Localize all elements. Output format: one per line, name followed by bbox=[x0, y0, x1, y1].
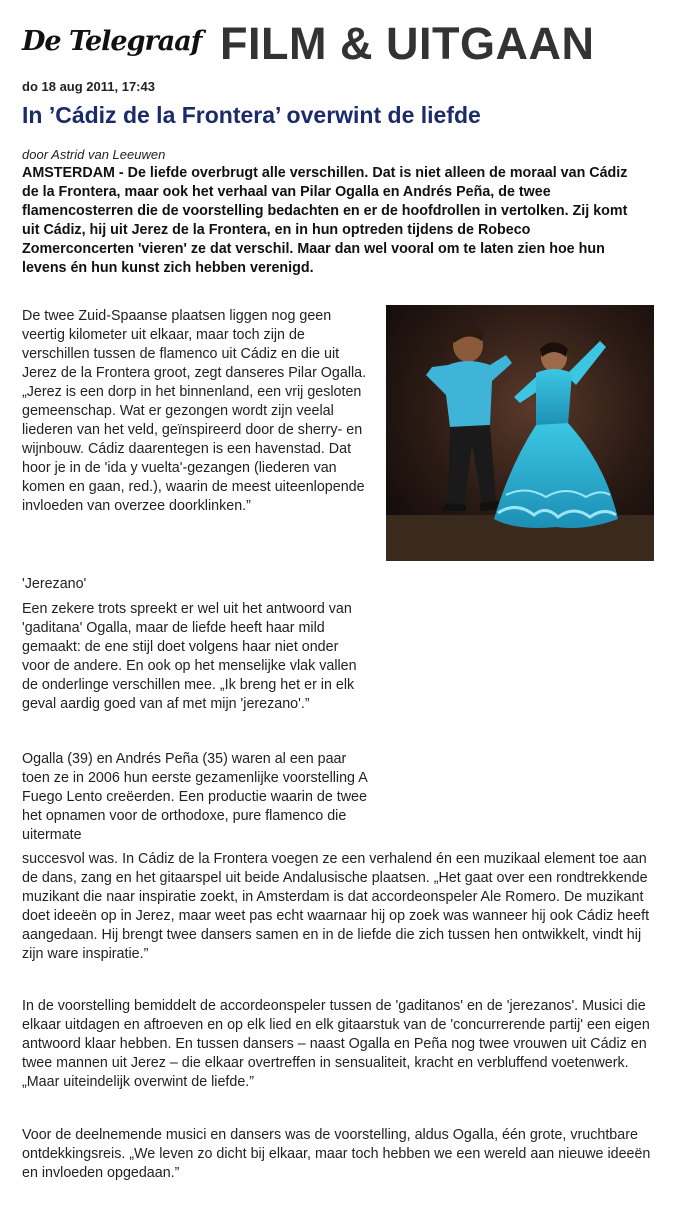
article-byline: door Astrid van Leeuwen bbox=[22, 147, 166, 162]
paragraph-3a-text: Ogalla (39) en Andrés Peña (35) waren al een paar toen ze in 2006 hun eerste gezamenlijke voorstelling A Fuego Lento creëerden. Een productie waarin de twee het opnamen voor de orthodoxe, pure flamenco die uitermate bbox=[22, 751, 367, 843]
article-photo bbox=[386, 305, 654, 561]
subheading-text: 'Jerezano' bbox=[22, 576, 87, 592]
article-headline: In ’Cádiz de la Frontera’ overwint de liefde bbox=[22, 102, 481, 128]
dateline-location: AMSTERDAM - bbox=[22, 165, 128, 181]
paragraph-3-part-1 bbox=[22, 750, 367, 845]
flamenco-dancers-image bbox=[386, 305, 654, 561]
paragraph-5 bbox=[22, 1126, 652, 1183]
telegraaf-logo[interactable]: De Telegraaf bbox=[22, 26, 202, 57]
paragraph-5-text: Voor de deelnemende musici en dansers was de voorstelling, aldus Ogalla, één grote, vruchtbare ontdekkingsreis. „We leven zo dicht bij elkaar, maar toch hebben we een wereld aan nieuwe ideeën en invloeden opgedaan.” bbox=[22, 1127, 651, 1181]
paragraph-4 bbox=[22, 997, 652, 1092]
subheading bbox=[22, 575, 367, 594]
lead-text: De liefde overbrugt alle verschillen. Dat is niet alleen de moraal van Cádiz de la Frontera, maar ook het verhaal van Pilar Ogalla en Andrés Peña, de twee flamencosterren die de voorstelling bedachten en er de hoofdrollen in vertolken. Zij komt uit Cádiz, hij uit Jerez de la Frontera, en in hun optreden tijdens de Robeco Zomerconcerten 'vieren' ze dat verschil. Maar dan wel vooral om te laten zien hoe hun levens én hun kunst zich hebben verenigd. bbox=[22, 165, 628, 276]
paragraph-1 bbox=[22, 307, 367, 516]
paragraph-3-part-2 bbox=[22, 850, 652, 964]
section-title: FILM & UITGAAN bbox=[220, 18, 595, 69]
paragraph-2-text: Een zekere trots spreekt er wel uit het antwoord van 'gaditana' Ogalla, maar de liefde heeft haar mild gemaakt: de ene stijl doet volgens haar niet onder voor de andere. En ook op het menselijke vlak vallen de onderlinge verschillen mee. „Ik breng het er in elk geval aardig goed van af met mijn 'jerezano'.” bbox=[22, 601, 357, 712]
paragraph-1-text: De twee Zuid-Spaanse plaatsen liggen nog geen veertig kilometer uit elkaar, maar toch zijn de verschillen tussen de flamenco uit Cádiz en die uit Jerez de la Frontera groot, zegt danseres Pilar Ogalla. „Jerez is een dorp in het binnenland, een vrij gesloten gemeenschap. Wat er gezongen wordt zijn veelal liederen van het veld, geïnspireerd door de sherry- en wijnbouw. Cádiz daarentegen is een havenstad. Dat hoor je in de 'ida y vuelta'-gezangen (liederen van komen en gaan, red.), waarin de meest uiteenlopende invloeden van overzee doorklinken.” bbox=[22, 308, 367, 514]
paragraph-2 bbox=[22, 600, 367, 714]
paragraph-3b-text: succesvol was. In Cádiz de la Frontera voegen ze een verhalend én een muzikaal element toe aan de dans, zang en het gitaarspel uit beide Andalusische plaatsen. „Het gaat over een rondtrekkende muzikant die naar inspiratie zoekt, in Amsterdam is dat accordeonspeler Ale Romero. De muzikant doet ideeën op in Jerez, maar weet pas echt waarnaar hij op zoek was wanneer hij ook Cádiz heeft aangedaan. Hij brengt twee dansers samen en in de liefde die zich tussen hen ontwikkelt, vindt hij zijn ware inspiratie.” bbox=[22, 851, 650, 962]
paragraph-4-text: In de voorstelling bemiddelt de accordeonspeler tussen de 'gaditanos' en de 'jerezanos'. Musici die elkaar uitdagen en aftroeven en op elk lied en elk gitaarstuk van de 'concurrerende partij' een eigen antwoord klaar hebben. En tussen dansers – naast Ogalla en Peña nog twee vrouwen uit Cádiz en twee mannen uit Jerez – die elkaar overtreffen in sensualiteit, kracht en verbluffend voetenwerk. „Maar uiteindelijk overwint de liefde.” bbox=[22, 998, 650, 1090]
masthead bbox=[22, 18, 662, 78]
article-lead bbox=[22, 164, 642, 277]
article-date: do 18 aug 2011, 17:43 bbox=[22, 79, 155, 94]
